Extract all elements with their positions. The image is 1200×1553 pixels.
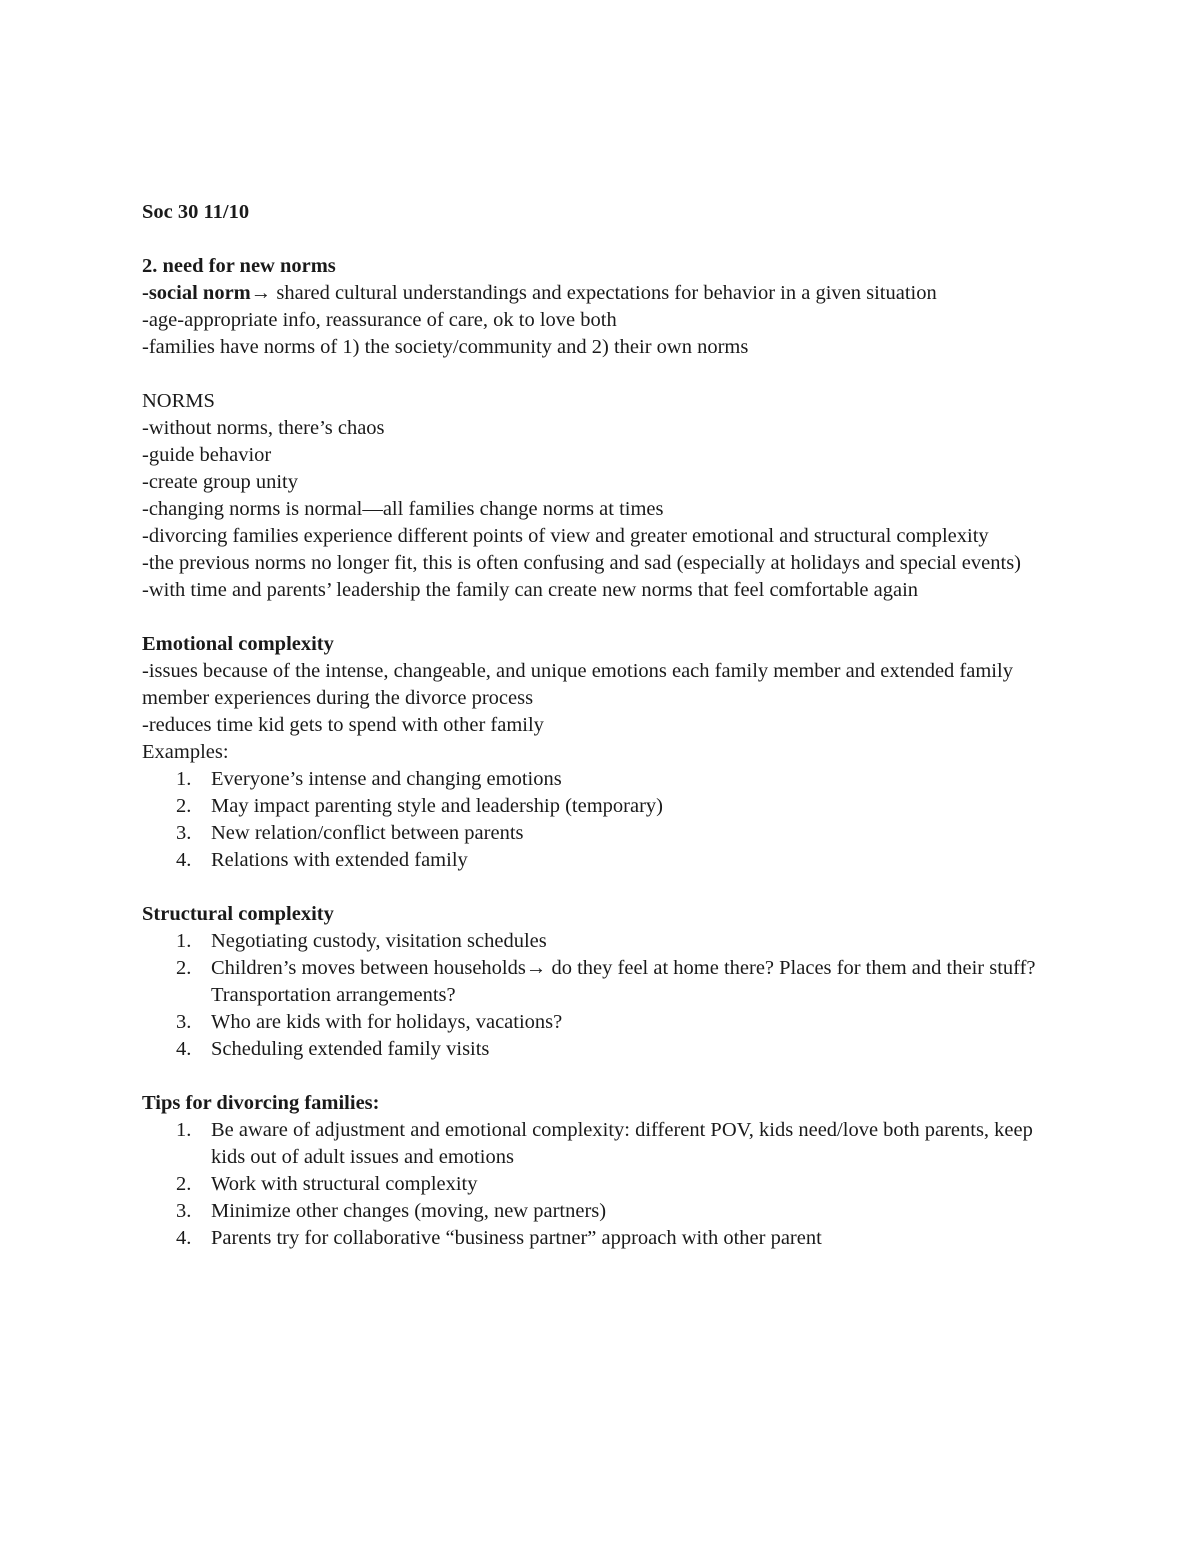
note-line: -families have norms of 1) the society/community and 2) their own norms [142, 336, 749, 358]
spacer [142, 226, 1072, 253]
spacer [142, 1063, 1072, 1090]
note-line: -without norms, there’s chaos [142, 417, 385, 439]
note-line: -with time and parents’ leadership the family can create new norms that feel comfortable again [142, 579, 919, 601]
list-number: 1. [176, 930, 192, 952]
section-heading-structural: Structural complexity [142, 903, 334, 925]
list-item-text: Minimize other changes (moving, new partners) [211, 1200, 607, 1222]
list-item [142, 1198, 1072, 1225]
list-number: 4. [176, 1038, 192, 1060]
social-norm-line [142, 280, 1072, 307]
list-item [142, 793, 1072, 820]
list-item-text: Relations with extended family [211, 849, 468, 871]
section-heading-new-norms: 2. need for new norms [142, 255, 336, 277]
note-line: -changing norms is normal—all families change norms at times [142, 498, 664, 520]
emotional-examples-list [142, 766, 1072, 874]
list-item-text: New relation/conflict between parents [211, 822, 524, 844]
section-heading-emotional: Emotional complexity [142, 633, 334, 655]
examples-label: Examples: [142, 741, 229, 763]
note-line: -age-appropriate info, reassurance of care, ok to love both [142, 309, 617, 331]
list-number: 2. [176, 795, 192, 817]
list-item [142, 1225, 1072, 1252]
section-heading-norms: NORMS [142, 390, 215, 412]
structural-list [142, 928, 1072, 1063]
list-item-text: Children’s moves between households [211, 957, 526, 979]
list-item [142, 1171, 1072, 1198]
list-item-text: Parents try for collaborative “business partner” approach with other parent [211, 1227, 822, 1249]
list-item-text: Be aware of adjustment and emotional complexity: different POV, kids need/love both parents, keep kids out of adult issues and emotions [211, 1119, 1033, 1168]
list-number: 3. [176, 1200, 192, 1222]
list-item [142, 847, 1072, 874]
note-line: -create group unity [142, 471, 298, 493]
note-line: -the previous norms no longer fit, this is often confusing and sad (especially at holidays and special events) [142, 552, 1022, 574]
section-heading-tips: Tips for divorcing families: [142, 1092, 380, 1114]
list-item [142, 955, 1072, 1009]
note-line: -divorcing families experience different points of view and greater emotional and structural complexity [142, 525, 989, 547]
social-norm-term: -social norm [142, 282, 251, 304]
list-item [142, 820, 1072, 847]
list-number: 4. [176, 849, 192, 871]
document-title: Soc 30 11/10 [142, 201, 250, 223]
list-number: 4. [176, 1227, 192, 1249]
list-number: 3. [176, 1011, 192, 1033]
list-item-text: Who are kids with for holidays, vacations? [211, 1011, 563, 1033]
list-number: 2. [176, 957, 192, 979]
list-item [142, 928, 1072, 955]
spacer [142, 361, 1072, 388]
tips-list [142, 1117, 1072, 1252]
list-item-text: Everyone’s intense and changing emotions [211, 768, 562, 790]
list-item-text: Scheduling extended family visits [211, 1038, 490, 1060]
list-item-text: May impact parenting style and leadership (temporary) [211, 795, 663, 817]
list-number: 1. [176, 768, 192, 790]
arrow-right-icon: → [250, 282, 272, 304]
list-item-text-continued: do they feel at home there? Places for them and their stuff? Transportation arrangements? [211, 957, 1036, 1006]
list-number: 3. [176, 822, 192, 844]
list-item [142, 766, 1072, 793]
list-item [142, 1036, 1072, 1063]
document-page [142, 199, 1072, 1252]
arrow-right-icon: → [525, 957, 547, 979]
note-line: -guide behavior [142, 444, 272, 466]
spacer [142, 604, 1072, 631]
note-line: -issues because of the intense, changeable, and unique emotions each family member and extended family member experiences during the divorce process [142, 660, 1013, 709]
list-number: 2. [176, 1173, 192, 1195]
spacer [142, 874, 1072, 901]
list-item [142, 1009, 1072, 1036]
list-item-text: Negotiating custody, visitation schedules [211, 930, 547, 952]
note-line: -reduces time kid gets to spend with other family [142, 714, 544, 736]
list-number: 1. [176, 1119, 192, 1141]
list-item-text: Work with structural complexity [211, 1173, 478, 1195]
list-item [142, 1117, 1072, 1171]
social-norm-definition: shared cultural understandings and expectations for behavior in a given situation [271, 282, 937, 304]
